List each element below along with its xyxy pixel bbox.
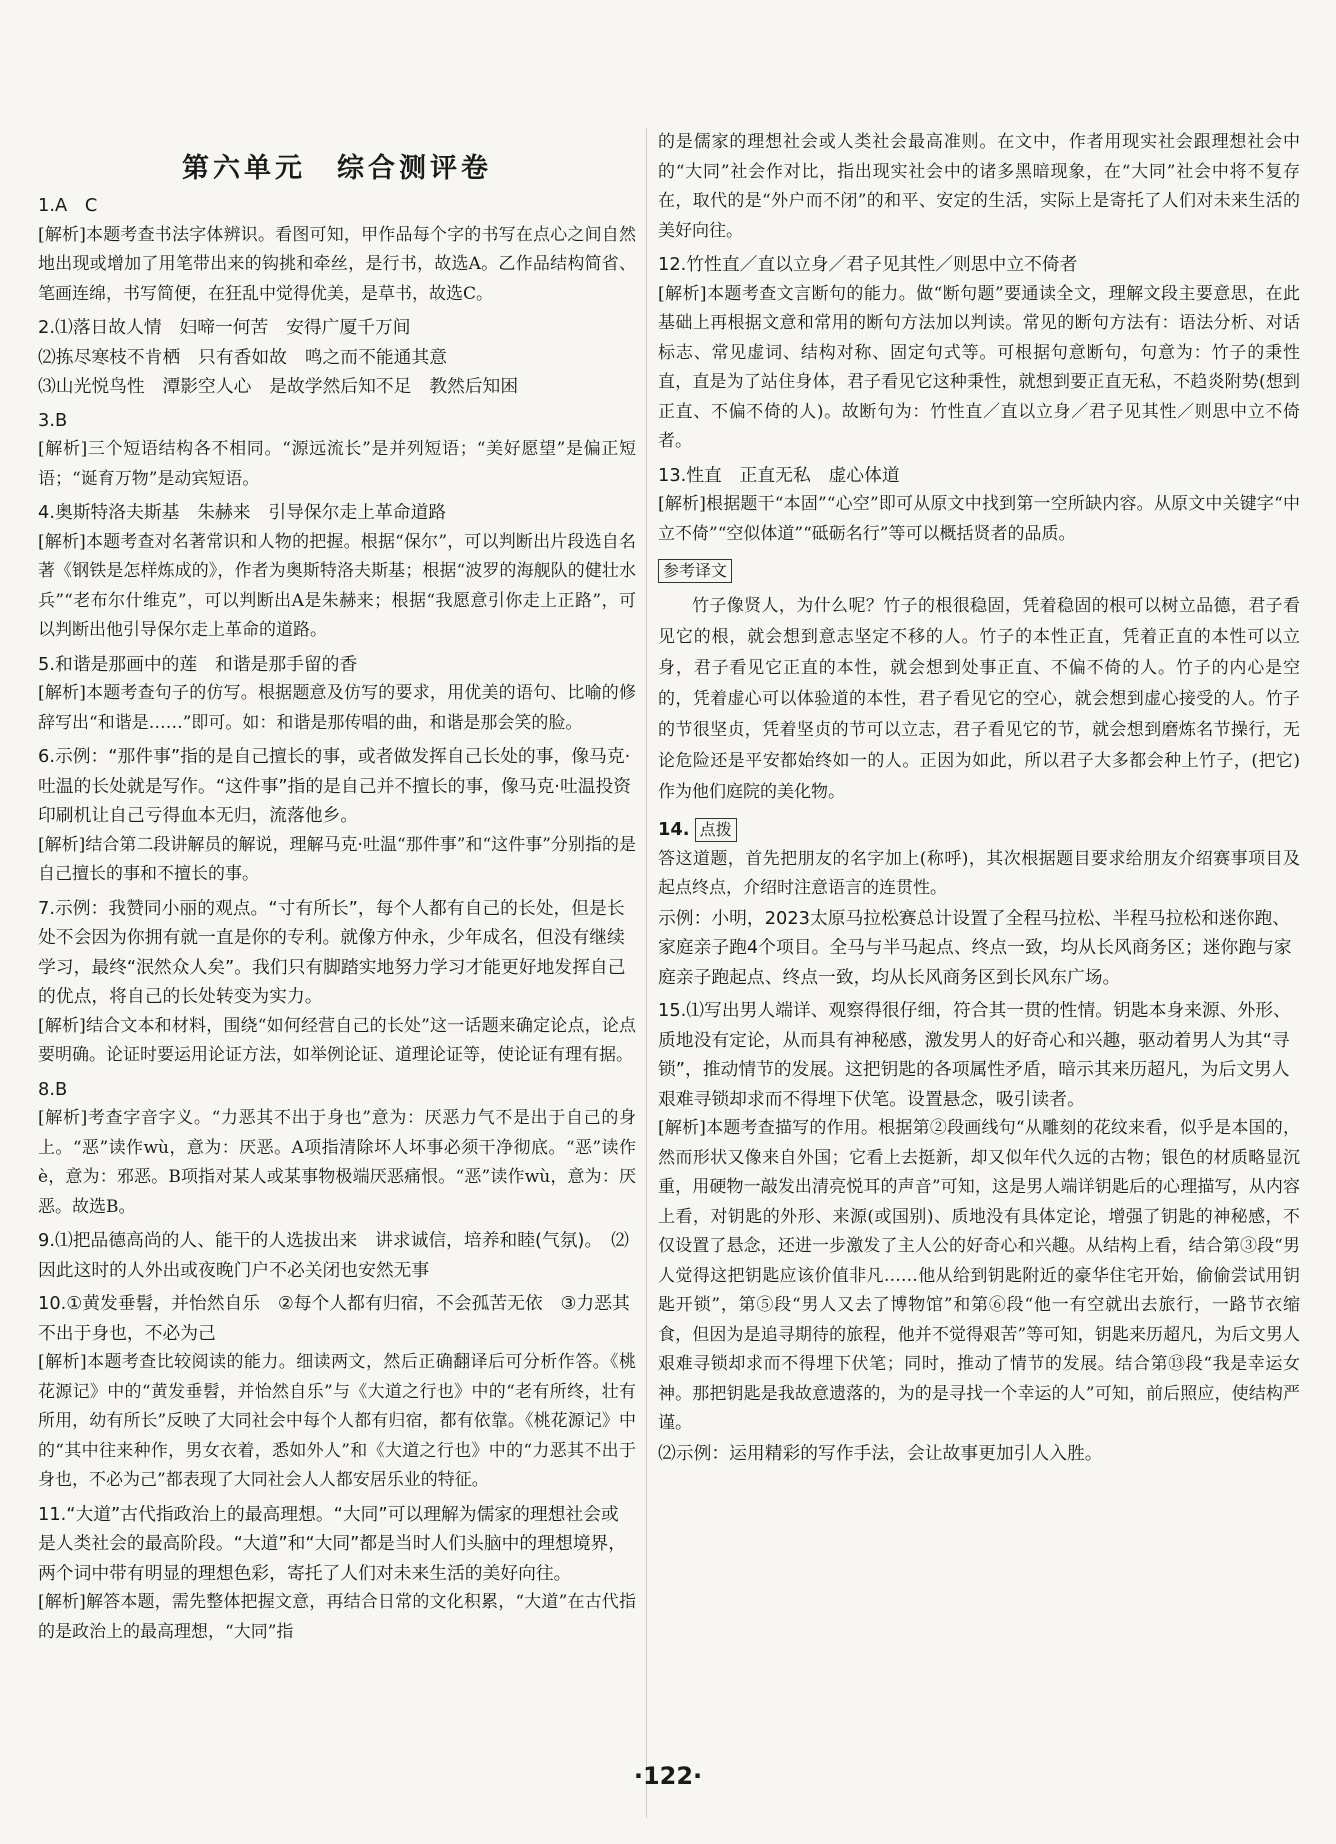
- right-column: [658, 128, 1300, 1472]
- reference-translation: [658, 553, 1300, 808]
- answer-text: 3.B: [38, 409, 68, 431]
- answer-text: 13.性直 正直无私 虚心体道: [658, 464, 900, 486]
- question-7: [38, 894, 636, 1071]
- analysis-text: [解析]本题考查句子的仿写。根据题意及仿写的要求，用优美的语句、比喻的修辞写出“和谐是……”即可。如：和谐是那传唱的曲，和谐是那会笑的脸。: [38, 683, 636, 733]
- question-10: [38, 1289, 636, 1496]
- question-6: [38, 742, 636, 890]
- tip-label: 点拨: [695, 818, 737, 842]
- analysis-text: [解析]三个短语结构各不相同。“源远流长”是并列短语；“美好愿望”是偏正短语；“诞育万物”是动宾短语。: [38, 439, 636, 489]
- answer-text: 10.①黄发垂髫，并怡然自乐 ②每个人都有归宿，不会孤苦无依 ③力恶其不出于身也，不必为己: [38, 1293, 630, 1344]
- answer-page: [38, 128, 1300, 1818]
- analysis-text: [解析]本题考查比较阅读的能力。细读两文，然后正确翻译后可分析作答。《桃花源记》中的“黄发垂髫，并怡然自乐”与《大道之行也》中的“老有所终，壮有所用，幼有所长”反映了大同社会中每个人都有归宿，都有依靠。《桃花源记》中的“其中往来种作，男女衣着，悉如外人”和《大道之行也》中的“力恶其不出于身也，不必为己”都表现了大同社会人人都安居乐业的特征。: [38, 1352, 636, 1490]
- answer-text: 15.⑴写出男人端详、观察得很仔细，符合其一贯的性情。钥匙本身来源、外形、质地没有定论，从而具有神秘感，激发男人的好奇心和兴趣，驱动着男人为其“寻锁”，推动情节的发展。这把钥匙的各项属性矛盾，暗示其来历超凡，为后文男人艰难寻锁却求而不得埋下伏笔。设置悬念，吸引读者。: [658, 1000, 1291, 1110]
- analysis-text: [解析]考查字音字义。“力恶其不出于身也”意为：厌恶力气不是出于自己的身上。“恶”读作wù，意为：厌恶。A项指清除坏人坏事必须干净彻底。“恶”读作è，意为：邪恶。B项指对某人或某事物极端厌恶痛恨。“恶”读作wù，意为：厌恶。故选B。: [38, 1108, 636, 1217]
- analysis-text: [解析]本题考查对名著常识和人物的把握。根据“保尔”，可以判断出片段选自名著《钢铁是怎样炼成的》，作者为奥斯特洛夫斯基；根据“波罗的海舰队的健壮水兵”“老布尔什维克”，可以判断出A是朱赫来；根据“我愿意引你走上正路”，可以判断出他引导保尔走上革命的道路。: [38, 531, 636, 640]
- answer-text: ⑵示例：运用精彩的写作手法，会让故事更加引人入胜。: [658, 1442, 1103, 1464]
- question-15: [658, 996, 1300, 1468]
- question-2: [38, 313, 636, 402]
- answer-text: 4.奥斯特洛夫斯基 朱赫来 引导保尔走上革命道路: [38, 502, 447, 523]
- question-11-continued: [658, 128, 1300, 246]
- page-title: 第六单元 综合测评卷: [182, 153, 492, 184]
- answer-text: 7.示例：我赞同小丽的观点。“寸有所长”，每个人都有自己的长处，但是长处不会因为你拥有就一直是你的专利。就像方仲永，少年成名，但没有继续学习，最终“泯然众人矣”。我们只有脚踏实地努力学习才能更好地发挥自己的优点，将自己的长处转变为实力。: [38, 897, 626, 1007]
- question-9: [38, 1226, 636, 1285]
- question-13: [658, 461, 1300, 550]
- analysis-text: 的是儒家的理想社会或人类社会最高准则。在文中，作者用现实社会跟理想社会中的“大同”社会作对比，指出现实社会中的诸多黑暗现象，在“大同”社会中将不复存在，取代的是“外户而不闭”的和平、安定的生活，实际上是寄托了人们对未来生活的美好向往。: [658, 132, 1300, 241]
- answer-text: 9.⑴把品德高尚的人、能干的人选拔出来 讲求诚信，培养和睦(气氛)。 ⑵因此这时的人外出或夜晚门户不必关闭也安然无事: [38, 1230, 629, 1281]
- analysis-text: [解析]本题考查描写的作用。根据第②段画线句“从雕刻的花纹来看，似乎是本国的，然而形状又像来自外国；它看上去挺新，却又似年代久远的古物；银色的材质略显沉重，用硬物一敲发出清亮悦耳的声音”可知，这是男人端详钥匙后的心理描写，从内容上看，对钥匙的外形、来源(或国别)、质地没有具体定论，增强了钥匙的神秘感，不仅设置了悬念，还进一步激发了主人公的好奇心和兴趣。从结构上看，结合第③段“男人觉得这把钥匙应该价值非凡……他从给到钥匙附近的豪华住宅开始，偷偷尝试用钥匙开锁”，第⑤段“男人又去了博物馆”和第⑥段“他一有空就出去旅行，一路节衣缩食，但因为是追寻期待的旅程，他并不觉得艰苦”等可知，钥匙来历超凡，为后文男人艰难寻锁却求而不得埋下伏笔；同时，推动了情节的发展。结合第⑬段“我是幸运女神。那把钥匙是我故意遗落的，为的是寻找一个幸运的人”可知，前后照应，使结构严谨。: [658, 1118, 1300, 1433]
- answer-text: 6.示例：“那件事”指的是自己擅长的事，或者做发挥自己长处的事，像马克·吐温的长处就是写作。“这件事”指的是自己并不擅长的事，像马克·吐温投资印刷机让自己亏得血本无归，流落他乡。: [38, 746, 632, 826]
- question-8: [38, 1075, 636, 1223]
- question-11: [38, 1500, 636, 1648]
- reference-translation-label: 参考译文: [658, 559, 732, 583]
- tip-text: 答这道题，首先把朋友的名字加上(称呼)，其次根据题目要求给朋友介绍赛事项目及起点终点，介绍时注意语言的连贯性。: [658, 848, 1300, 898]
- question-4: [38, 498, 636, 646]
- answer-text: 12.竹性直／直以立身／君子见其性／则思中立不倚者: [658, 254, 1078, 275]
- question-number: 14.: [658, 819, 690, 840]
- answer-line: 2.⑴落日故人情 妇啼一何苦 安得广厦千万间: [38, 317, 411, 338]
- left-column: [38, 128, 636, 1651]
- answer-line: ⑵拣尽寒枝不肯栖 只有香如故 鸣之而不能通其意: [38, 346, 447, 368]
- question-5: [38, 650, 636, 739]
- analysis-text: [解析]结合文本和材料，围绕“如何经营自己的长处”这一话题来确定论点，论点要明确。论证时要运用论证方法，如举例论证、道理论证等，使论证有理有据。: [38, 1015, 636, 1065]
- column-divider: [646, 128, 647, 1818]
- answer-text: 8.B: [38, 1078, 68, 1100]
- translation-text: 竹子像贤人，为什么呢？竹子的根很稳固，凭着稳固的根可以树立品德，君子看见它的根，就会想到意志坚定不移的人。竹子的本性正直，凭着正直的本性可以立身，君子看见它正直的本性，就会想到处事正直、不偏不倚的人。竹子的内心是空的，凭着虚心可以体验道的本性，君子看见它的空心，就会想到虚心接受的人。竹子的节很坚贞，凭着坚贞的节可以立志，君子看见它的节，就会想到磨炼名节操行，无论危险还是平安都始终如一的人。正因为如此，所以君子大多都会种上竹子，(把它)作为他们庭院的美化物。: [658, 596, 1300, 802]
- question-12: [658, 250, 1300, 457]
- page-number: ·122·: [633, 1762, 703, 1790]
- question-14: [658, 812, 1300, 992]
- question-3: [38, 406, 636, 495]
- answer-text: 11.“大道”古代指政治上的最高理想。“大同”可以理解为儒家的理想社会或是人类社会的最高阶段。“大道”和“大同”都是当时人们头脑中的理想境界，两个词中带有明显的理想色彩，寄托了人们对未来生活的美好向往。: [38, 1503, 627, 1584]
- answer-text: 5.和谐是那画中的莲 和谐是那手留的香: [38, 653, 358, 675]
- analysis-text: [解析]结合第二段讲解员的解说，理解马克·吐温“那件事”和“这件事”分别指的是自己擅长的事和不擅长的事。: [38, 834, 636, 884]
- analysis-text: [解析]根据题干“本固”“心空”即可从原文中找到第一空所缺内容。从原文中关键字“中立不倚”“空似体道”“砥砺名行”等可以概括贤者的品质。: [658, 494, 1300, 544]
- analysis-text: [解析]本题考查书法字体辨识。看图可知，甲作品每个字的书写在点心之间自然地出现或增加了用笔带出来的钩挑和牵丝，是行书，故选A。乙作品结构简省、笔画连绵，书写简便，在狂乱中觉得优美，是草书，故选C。: [38, 224, 636, 304]
- answer-line: ⑶山光悦鸟性 潭影空人心 是故学然后知不足 教然后知困: [38, 376, 519, 397]
- answer-text: 1.A C: [38, 195, 98, 216]
- analysis-text: [解析]本题考查文言断句的能力。做“断句题”要通读全文，理解文段主要意思，在此基础上再根据文意和常用的断句方法加以判读。常见的断句方法有：语法分析、对话标志、常见虚词、结构对称、固定句式等。可根据句意断句，句意为：竹子的秉性直，直是为了站住身体，君子看见它这种秉性，就想到要正直无私，不趋炎附势(想到正直、不偏不倚的人)。故断句为：竹性直／直以立身／君子见其性／则思中立不倚者。: [658, 283, 1300, 451]
- answer-text: 示例：小明，2023太原马拉松赛总计设置了全程马拉松、半程马拉松和迷你跑、家庭亲子跑4个项目。全马与半马起点、终点一致，均从长风商务区；迷你跑与家庭亲子跑起点、终点一致，均从长风商务区到长风东广场。: [658, 907, 1292, 988]
- question-1: [38, 191, 636, 309]
- analysis-text: [解析]解答本题，需先整体把握文意，再结合日常的文化积累，“大道”在古代指的是政治上的最高理想，“大同”指: [38, 1592, 636, 1642]
